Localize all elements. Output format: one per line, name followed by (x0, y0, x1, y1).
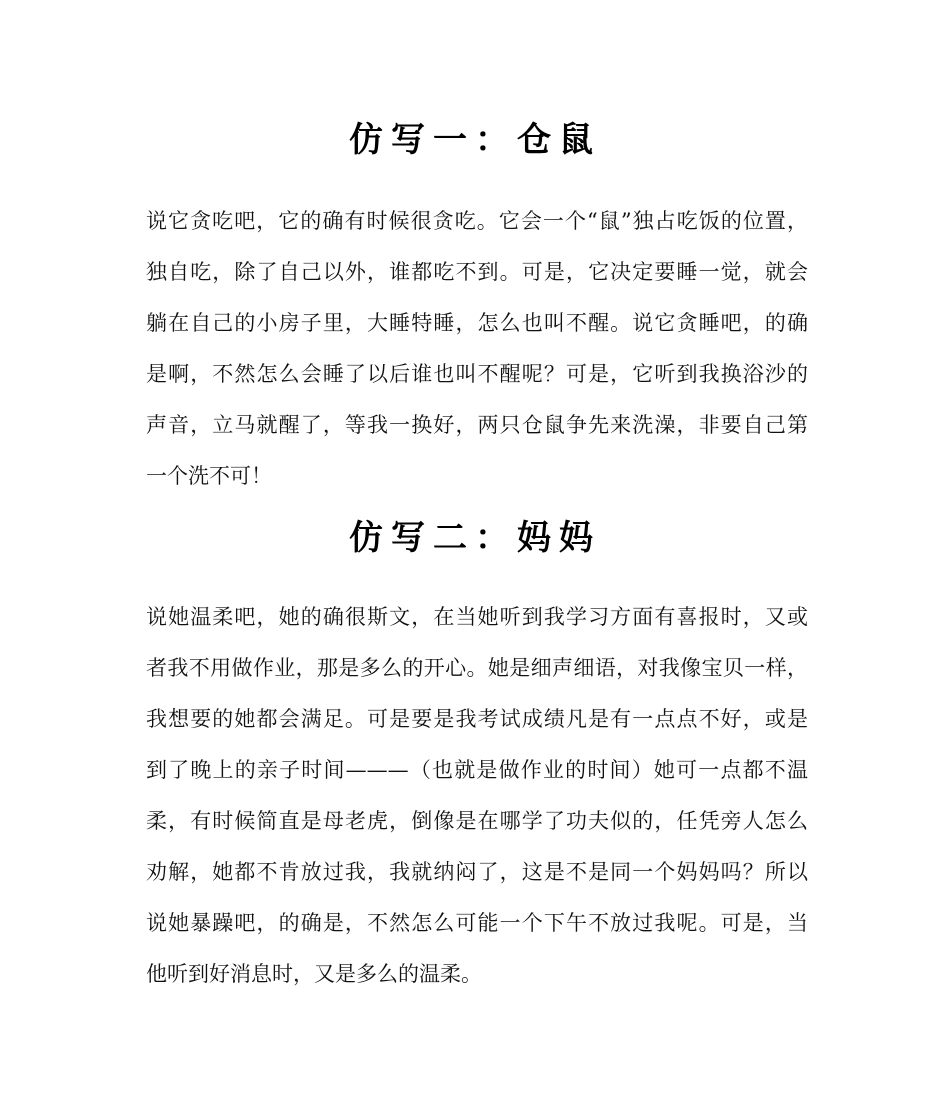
section-body-hamster (146, 196, 808, 502)
text-line: 躺在自己的小房子里，大睡特睡，怎么也叫不醒。说它贪睡吧，的确 (146, 311, 808, 335)
text-line: 说它贪吃吧，它的确有时候很贪吃。它会一个“鼠”独占吃饭的位置， (146, 209, 808, 233)
text-line: 一个洗不可！ (146, 464, 272, 488)
text-line: 到了晚上的亲子时间———（也就是做作业的时间）她可一点都不温 (146, 758, 808, 782)
text-line: 是啊，不然怎么会睡了以后谁也叫不醒呢？可是，它听到我换浴沙的 (146, 362, 808, 386)
text-line: 我想要的她都会满足。可是要是我考试成绩凡是有一点点不好，或是 (146, 707, 808, 731)
text-line: 劝解，她都不肯放过我，我就纳闷了，这是不是同一个妈妈吗？所以 (146, 860, 808, 884)
section-title-hamster: 仿写一：仓鼠 (349, 120, 601, 160)
text-line: 他听到好消息时，又是多么的温柔。 (146, 962, 482, 986)
text-line: 者我不用做作业，那是多么的开心。她是细声细语，对我像宝贝一样， (146, 656, 808, 680)
text-line: 独自吃，除了自己以外，谁都吃不到。可是，它决定要睡一觉，就会 (146, 260, 808, 284)
text-line: 说她暴躁吧，的确是，不然怎么可能一个下午不放过我呢。可是，当 (146, 911, 808, 935)
text-line: 柔，有时候简直是母老虎，倒像是在哪学了功夫似的，任凭旁人怎么 (146, 809, 808, 833)
text-line: 声音，立马就醒了，等我一换好，两只仓鼠争先来洗澡，非要自己第 (146, 413, 808, 437)
text-line: 说她温柔吧，她的确很斯文，在当她听到我学习方面有喜报时，又或 (146, 605, 808, 629)
section-title-mom: 仿写二：妈妈 (349, 518, 601, 558)
section-body-mom (146, 592, 808, 1000)
